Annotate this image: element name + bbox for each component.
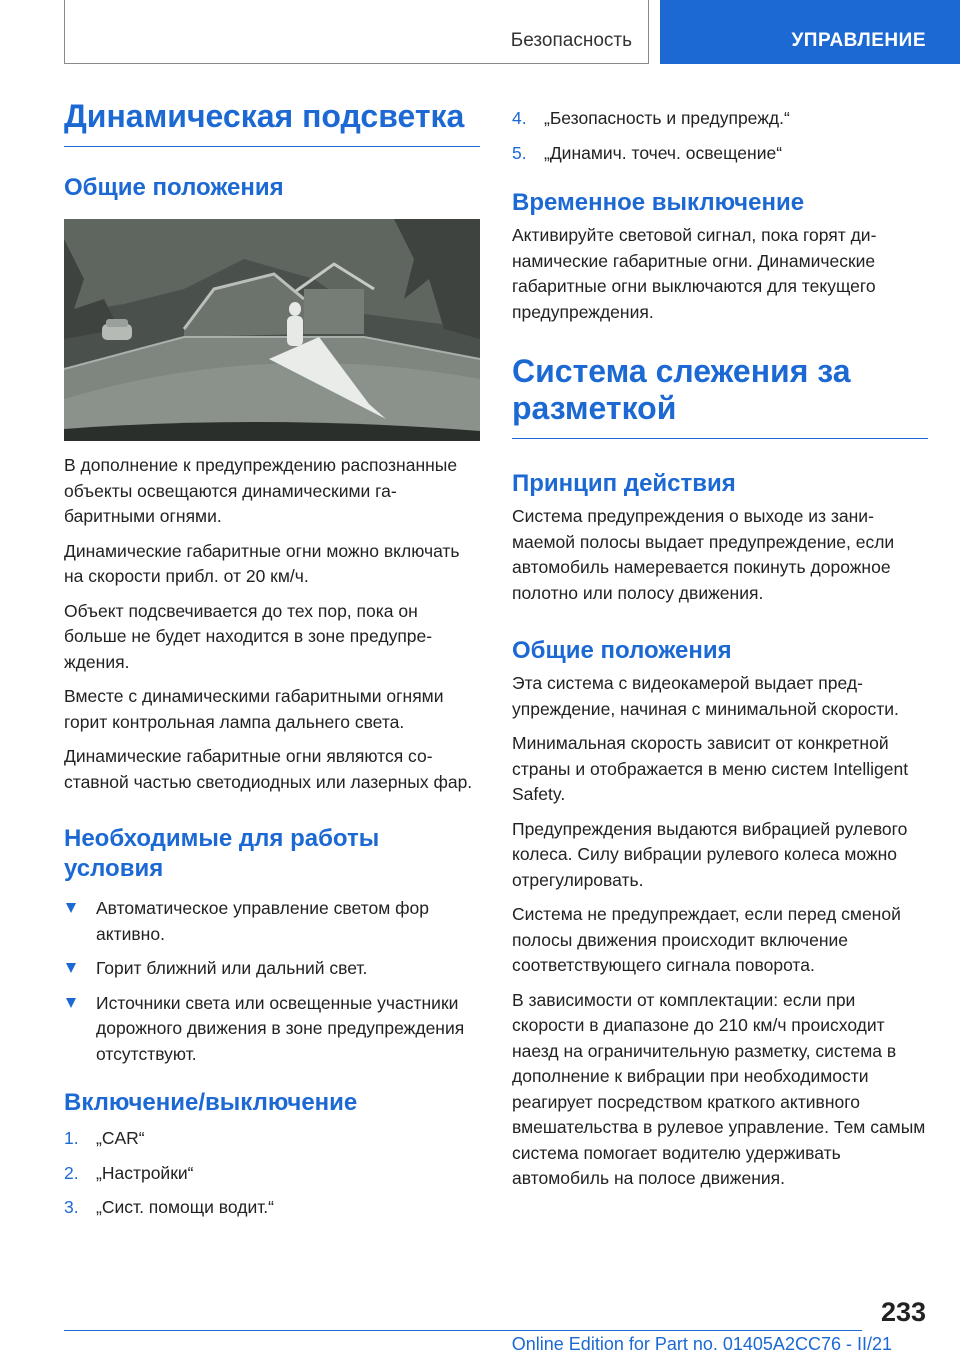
conditions-list — [64, 896, 480, 1067]
left-paragraph: В дополнение к предупреждению распознанные объекты освещаются динамическими габаритными огнями. — [64, 455, 458, 526]
right-paragraph: Минимальная скорость зависит от конкретной страны и отображается в меню систем Intelligent Safety. — [512, 733, 909, 804]
list-item: Автоматическое управление светом фор активно. — [64, 896, 480, 947]
section-title: Система слежения за разметкой — [512, 353, 928, 439]
list-item: 1. „CAR“ — [64, 1128, 145, 1148]
triangle-bullet-icon — [66, 903, 76, 913]
triangle-bullet-icon — [66, 963, 76, 973]
edition-link[interactable]: Online Edition for Part no. 01405A2CC76 - II/21 — [511, 1334, 892, 1354]
left-column — [64, 98, 480, 1221]
onoff-heading: Включение/выключение — [64, 1089, 358, 1116]
page-title: Динамическая подсветка — [64, 98, 480, 147]
conditions-heading: Необходимые для работы условия — [64, 825, 380, 882]
page-number: 233 — [880, 1297, 926, 1327]
general-heading-right: Общие положения — [512, 637, 732, 664]
list-item: Источники света или освещенные участники дорожного движения в зоне предупреждения отсутствуют. — [64, 991, 480, 1068]
list-item: Горит ближний или дальний свет. — [64, 956, 480, 982]
right-paragraph: Система не предупреждает, если перед сменой полосы движения происходит включение соответствующего сигнала поворота. — [512, 904, 901, 975]
left-paragraph: Вместе с динамическими габаритными огнями горит контрольная лампа дальнего света. — [64, 686, 444, 732]
list-item: 2. „Настройки“ — [64, 1162, 194, 1183]
steps-list-continued — [512, 106, 928, 166]
right-paragraph: Эта система с видеокамерой выдает предупреждение, начиная с минимальной скорости. — [512, 673, 899, 719]
section-tab[interactable] — [64, 0, 649, 64]
right-paragraph: В зависимости от комплектации: если при скорости в диапазоне до 210 км/ч происходит наезд на ограничительную разметку, система в дополнение к вибрации при необходимости реагирует посредством краткого активного вмешательства в рулевое управление. Тем самым система помогает водителю удерживать автомобиль на полосе движения. — [512, 989, 926, 1188]
night-road-image — [64, 219, 480, 441]
left-paragraph: Объект подсвечивается до тех пор, пока он больше не будет находится в зоне предупреждения. — [64, 600, 433, 672]
footer-divider — [64, 1330, 862, 1331]
list-item: 5. „Динамич. точеч. освещение“ — [512, 142, 783, 163]
left-paragraph: Динамические габаритные огни являются составной частью светодиодных или лазерных фар. — [64, 746, 473, 792]
principle-text: Система предупреждения о выходе из занимаемой полосы выдает предупреждение, если автомобиль намеревается покинуть дорожное полотно или полосу движения. — [512, 506, 895, 603]
principle-heading: Принцип действия — [512, 470, 736, 497]
temp-off-text: Активируйте световой сигнал, пока горят динамические габаритные огни. Динамические габаритные огни выключаются для текущего предупреждения. — [512, 225, 877, 322]
night-road-illustration — [64, 219, 480, 441]
steps-list — [64, 1126, 480, 1221]
temp-off-heading: Временное выключение — [512, 189, 805, 216]
chapter-tab[interactable] — [660, 0, 960, 64]
section-tab-label: Безопасность — [510, 30, 632, 51]
list-item: 3. „Сист. помощи водит.“ — [64, 1197, 274, 1217]
left-paragraph: Динамические габаритные огни можно включать на скорости прибл. от 20 км/ч. — [64, 540, 460, 586]
right-column — [512, 98, 928, 1192]
chapter-tab-label: УПРАВЛЕНИЕ — [791, 30, 926, 51]
triangle-bullet-icon — [66, 998, 76, 1008]
list-item: 4. „Безопасность и предупрежд.“ — [512, 108, 790, 128]
general-heading: Общие положения — [64, 174, 284, 201]
right-paragraph: Предупреждения выдаются вибрацией рулевого колеса. Силу вибрации рулевого колеса можно отрегулировать. — [512, 818, 908, 890]
